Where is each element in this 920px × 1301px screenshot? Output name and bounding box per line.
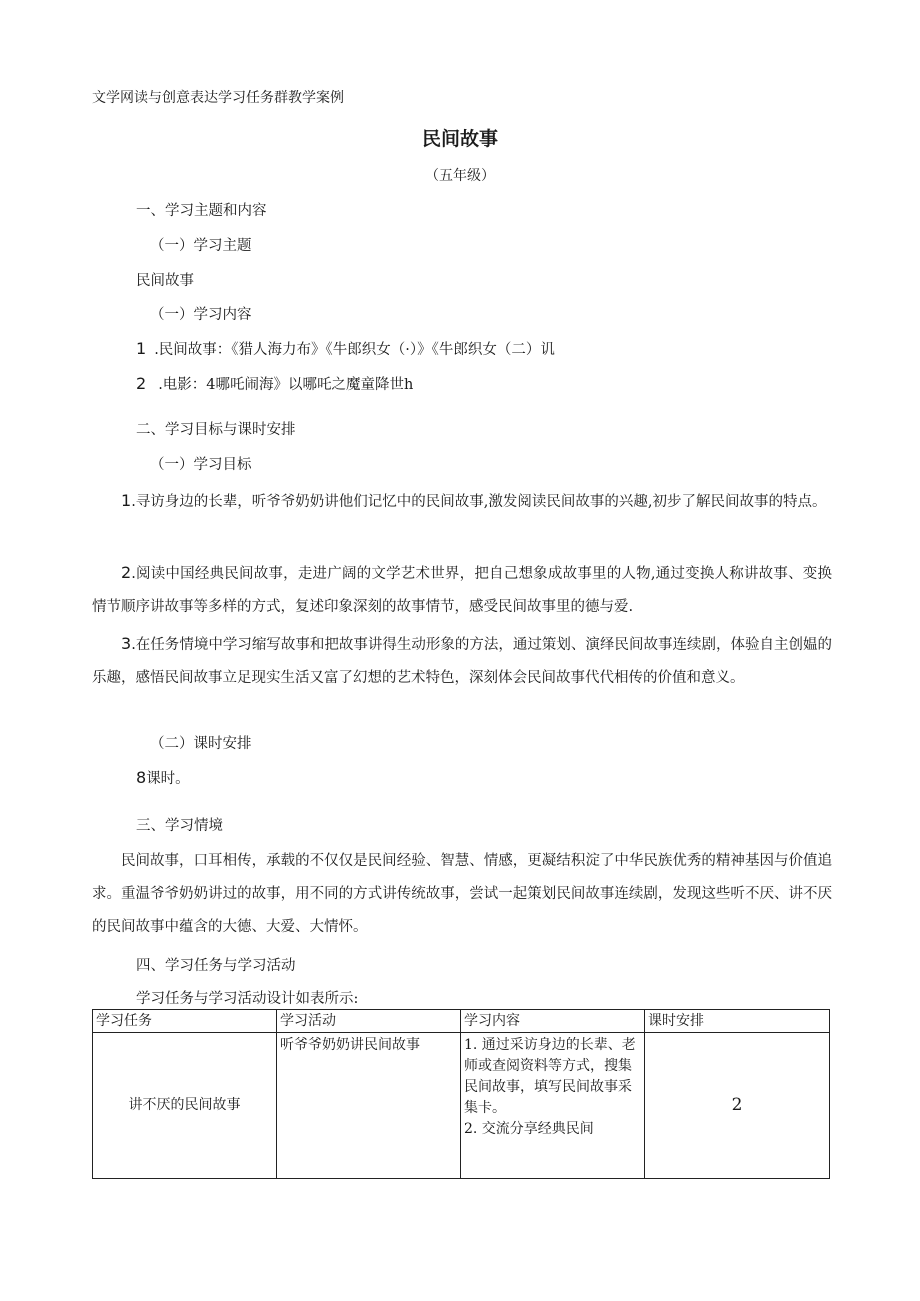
goal-1-text: .寻访身边的长辈，听爷爷奶奶讲他们记忆中的民间故事,激发阅读民间故事的兴趣,初步了解民间故事的特点。 [131, 494, 827, 510]
series-title: 文学网读与创意表达学习任务群教学案例 [92, 90, 344, 106]
class-hours-number: 8 [136, 768, 147, 787]
goal-2 [92, 556, 832, 624]
goal-1 [92, 484, 832, 519]
section2-sub1: （一）学习目标 [150, 457, 252, 473]
cell-activity: 听爷爷奶奶讲民间故事 [277, 1033, 461, 1179]
table-row [93, 1033, 830, 1179]
grade-label: （五年级） [425, 168, 495, 184]
header-activity: 学习活动 [277, 1010, 461, 1033]
task-table [92, 1009, 829, 1179]
section2-heading: 二、学习目标与课时安排 [136, 422, 296, 438]
header-content: 学习内容 [461, 1010, 645, 1033]
section3-heading: 三、学习情境 [136, 818, 223, 834]
goal-1-number: 1 [121, 491, 132, 510]
header-hours: 课时安排 [645, 1010, 830, 1033]
section1-sub2: （一）学习内容 [150, 307, 252, 323]
content-item-1-number: 1 [136, 339, 147, 358]
content-item-2 [136, 374, 413, 395]
table-intro: 学习任务与学习活动设计如表所示: [136, 991, 359, 1007]
goal-3-number: 3 [121, 634, 132, 653]
cell-task: 讲不厌的民间故事 [93, 1033, 277, 1179]
content-point-1: 1. 通过采访身边的长辈、老师或查阅资料等方式，搜集民间故事，填写民间故事采集卡。 [464, 1037, 636, 1116]
content-point-2: 2. 交流分享经典民间 [464, 1121, 594, 1137]
cell-hours: 2 [645, 1033, 830, 1179]
class-hours [136, 768, 190, 789]
header-task: 学习任务 [93, 1010, 277, 1033]
content-item-2-text: .电影：4哪吒闹海》以哪吒之魔童降世h [158, 377, 414, 393]
section1-sub1: （一）学习主题 [150, 238, 252, 254]
content-item-2-number: 2 [136, 374, 147, 393]
goal-2-text: .阅读中国经典民间故事，走进广阔的文学艺术世界，把自己想象成故事里的人物,通过变换人称讲故事、变换情节顺序讲故事等多样的方式，复述印象深刻的故事情节，感受民间故事里的德与爱. [92, 566, 832, 615]
content-item-1 [136, 339, 555, 360]
learning-theme: 民间故事 [136, 273, 194, 289]
class-hours-text: 课时。 [146, 771, 190, 787]
content-item-1-text: .民间故事：《猎人海力布》《牛郎织女（·）》《牛郎织女（二）讥 [154, 342, 555, 358]
page-title: 民间故事 [421, 128, 498, 150]
table-header-row [93, 1010, 830, 1033]
cell-content [461, 1033, 645, 1179]
goal-2-number: 2 [121, 563, 132, 582]
goal-3-text: .在任务情境中学习缩写故事和把故事讲得生动形象的方法，通过策划、演绎民间故事连续剧，体验自主创媪的乐趣，感悟民间故事立足现实生活又富了幻想的艺术特色，深刻体会民间故事代代相传的价值和意义。 [92, 637, 832, 686]
goal-3 [92, 627, 832, 695]
section4-heading: 四、学习任务与学习活动 [136, 958, 296, 974]
section1-heading: 一、学习主题和内容 [136, 203, 267, 219]
learning-context-paragraph: 民间故事，口耳相传，承载的不仅仅是民间经验、智慧、情感，更凝结积淀了中华民族优秀的精神基因与价值追求。重温爷爷奶奶讲过的故事，用不同的方式讲传统故事，尝试一起策划民间故事连续剧，发现这些听不厌、讲不厌的民间故事中蕴含的大德、大爱、大情怀。 [92, 853, 832, 935]
section2-sub2: （二）课时安排 [150, 736, 252, 752]
